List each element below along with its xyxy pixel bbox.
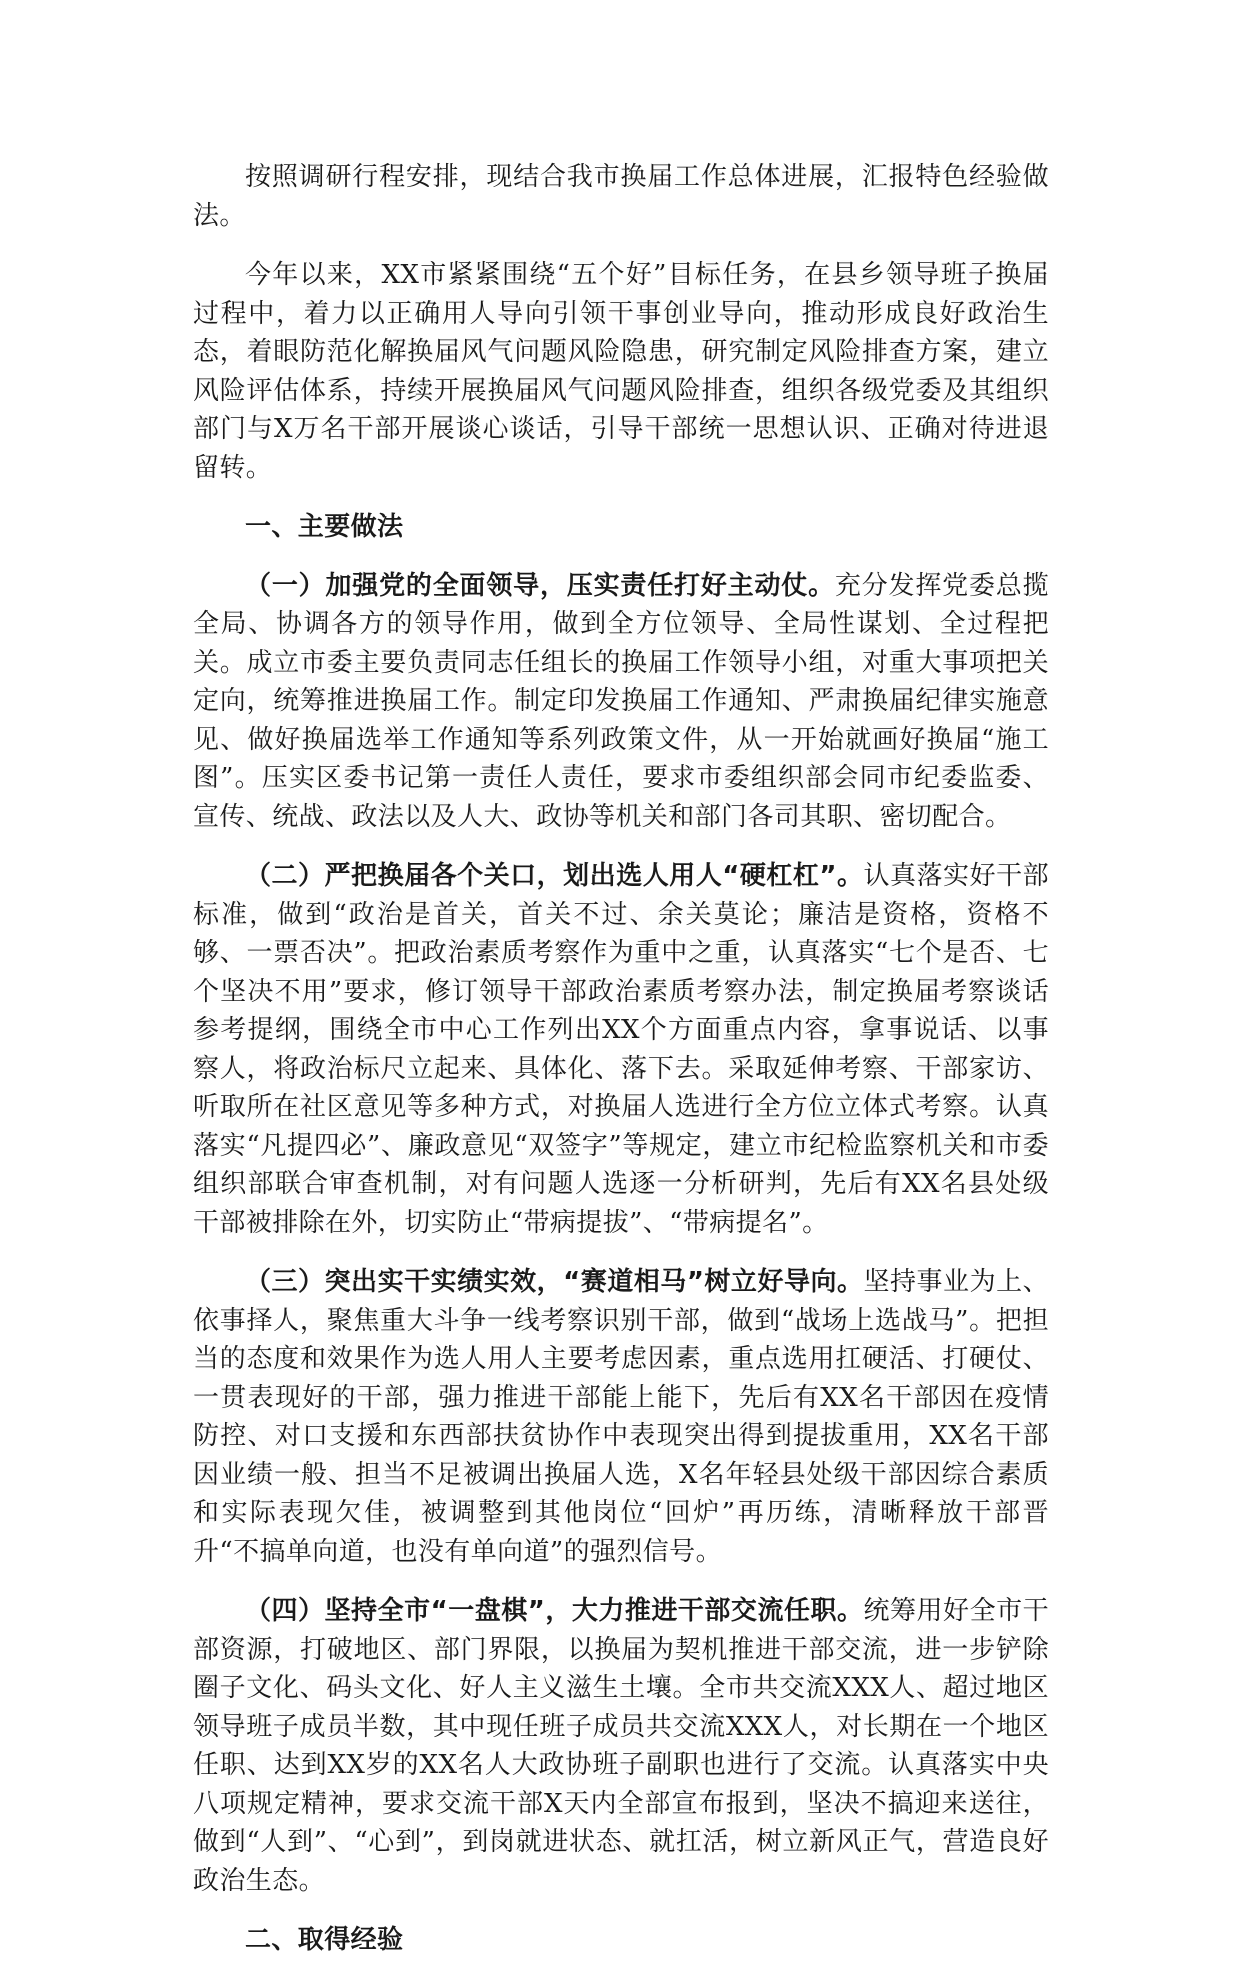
section-heading-text: 一、主要做法 — [245, 512, 404, 542]
section-heading-text-2: 二、取得经验 — [245, 1925, 404, 1955]
intro-paragraph — [193, 158, 1049, 235]
practice-paragraph-1 — [193, 567, 1049, 837]
practice-lead-4: （四）坚持全市“一盘棋”，大力推进干部交流任职。 — [245, 1596, 864, 1626]
intro-text: 按照调研行程安排，现结合我市换届工作总体进展，汇报特色经验做法。 — [193, 162, 1049, 231]
summary-text: 今年以来，XX市紧紧围绕“五个好”目标任务，在县乡领导班子换届过程中，着力以正确用人导向引领干事创业导向，推动形成良好政治生态，着眼防范化解换届风气问题风险隐患，研究制定风险排查方案，建立风险评估体系，持续开展换届风气问题风险排查，组织各级党委及其组织部门与X万名干部开展谈心谈话，引导干部统一思想认识、正确对待进退留转。 — [193, 260, 1049, 483]
practice-text-4: 统筹用好全市干部资源，打破地区、部门界限，以换届为契机推进干部交流，进一步铲除圈子文化、码头文化、好人主义滋生土壤。全市共交流XXX人、超过地区领导班子成员半数，其中现任班子成员共交流XXX人，对长期在一个地区任职、达到XX岁的XX名人大政协班子副职也进行了交流。认真落实中央八项规定精神，要求交流干部X天内全部宣布报到，坚决不搞迎来送往，做到“人到”、“心到”，到岗就进状态、就扛活，树立新风正气，营造良好政治生态。 — [193, 1596, 1049, 1896]
practice-lead-2: （二）严把换届各个关口，划出选人用人“硬杠杠”。 — [245, 861, 864, 891]
practice-text-3: 坚持事业为上、依事择人，聚焦重大斗争一线考察识别干部，做到“战场上选战马”。把担当的态度和效果作为选人用人主要考虑因素，重点选用扛硬活、打硬仗、一贯表现好的干部，强力推进干部能上能下，先后有XX名干部因在疫情防控、对口支援和东西部扶贫协作中表现突出得到提拔重用，XX名干部因业绩一般、担当不足被调出换届人选，X名年轻县处级干部因综合素质和实际表现欠佳，被调整到其他岗位“回炉”再历练，清晰释放干部晋升“不搞单向道，也没有单向道”的强烈信号。 — [193, 1267, 1049, 1567]
summary-paragraph — [193, 256, 1049, 487]
practice-text-1: 充分发挥党委总揽全局、协调各方的领导作用，做到全方位领导、全局性谋划、全过程把关。成立市委主要负责同志任组长的换届工作领导小组，对重大事项把关定向，统筹推进换届工作。制定印发换届工作通知、严肃换届纪律实施意见、做好换届选举工作通知等系列政策文件，从一开始就画好换届“施工图”。压实区委书记第一责任人责任，要求市委组织部会同市纪委监委、宣传、统战、政法以及人大、政协等机关和部门各司其职、密切配合。 — [193, 570, 1049, 832]
practice-text-2: 认真落实好干部标准，做到“政治是首关，首关不过、余关莫论；廉洁是资格，资格不够、一票否决”。把政治素质考察作为重中之重，认真落实“七个是否、七个坚决不用”要求，修订领导干部政治素质考察办法，制定换届考察谈话参考提纲，围绕全市中心工作列出XX个方面重点内容，拿事说话、以事察人，将政治标尺立起来、具体化、落下去。采取延伸考察、干部家访、听取所在社区意见等多种方式，对换届人选进行全方位立体式考察。认真落实“凡提四必”、廉政意见“双签字”等规定，建立市纪检监察机关和市委组织部联合审查机制，对有问题人选逐一分析研判，先后有XX名县处级干部被排除在外，切实防止“带病提拔”、“带病提名”。 — [193, 861, 1049, 1238]
practice-paragraph-3 — [193, 1263, 1049, 1571]
section-heading-experience — [193, 1921, 1049, 1960]
practice-paragraph-4 — [193, 1592, 1049, 1900]
document-body — [193, 158, 1049, 1980]
practice-lead-1: （一）加强党的全面领导，压实责任打好主动仗。 — [245, 570, 835, 601]
section-heading-main-practices — [193, 508, 1049, 547]
practice-paragraph-2 — [193, 857, 1049, 1242]
practice-lead-3: （三）突出实干实绩实效，“赛道相马”树立好导向。 — [245, 1267, 864, 1297]
